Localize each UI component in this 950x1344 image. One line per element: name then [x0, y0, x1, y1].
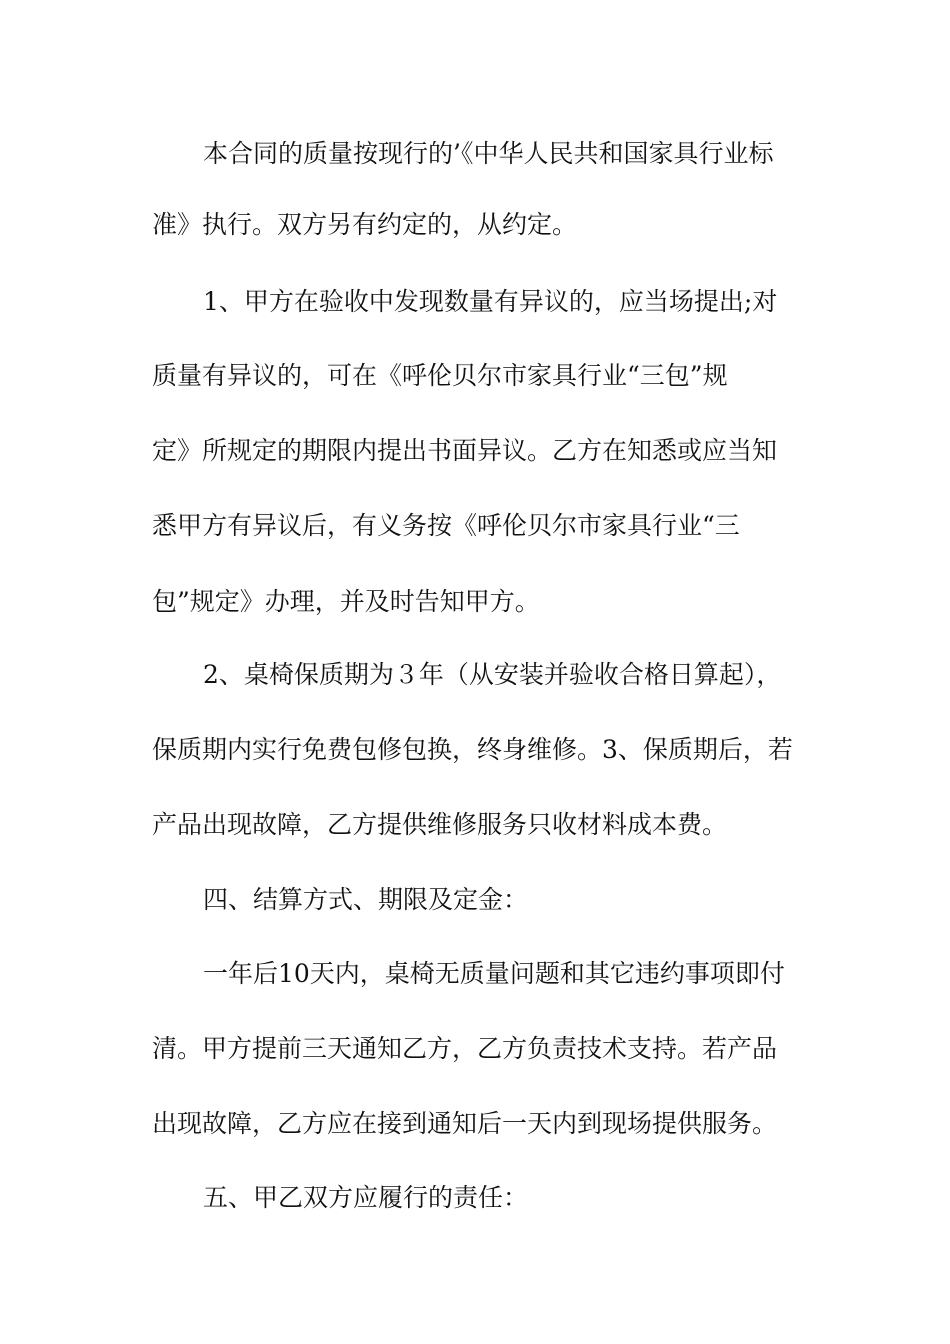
text-line: 产品出现故障，乙方提供维修服务只收材料成本费。 [152, 810, 728, 839]
text-line: 质量有异议的，可在《呼伦贝尔市家具行业“三包”规 [152, 361, 728, 390]
text-line: 保质期内实行免费包修包换，终身维修。3、保质期后，若 [152, 735, 793, 764]
text-line: 定》所规定的期限内提出书面异议。乙方在知悉或应当知 [152, 436, 778, 465]
text-line: 出现故障，乙方应在接到通知后一天内到现场提供服务。 [152, 1109, 778, 1138]
text-line: 2、桌椅保质期为３年（从安装并验收合格日算起）， [203, 660, 782, 689]
text-line: 包”规定》办理，并及时告知甲方。 [152, 587, 540, 616]
section-heading: 五、甲乙双方应履行的责任： [203, 1183, 529, 1212]
text-line: 1、甲方在验收中发现数量有异议的，应当场提出;对 [203, 287, 778, 316]
text-line: 本合同的质量按现行的’《中华人民共和国家具行业标 [203, 139, 774, 168]
section-heading: 四、结算方式、期限及定金： [203, 885, 529, 914]
text-line: 清。甲方提前三天通知乙方，乙方负责技术支持。若产品 [152, 1034, 778, 1063]
text-line: 准》执行。双方另有约定的，从约定。 [152, 210, 578, 239]
text-line: 悉甲方有异议后，有义务按《呼伦贝尔市家具行业“三 [152, 511, 740, 540]
text-line: 一年后10天内，桌椅无质量问题和其它违约事项即付 [203, 959, 785, 988]
